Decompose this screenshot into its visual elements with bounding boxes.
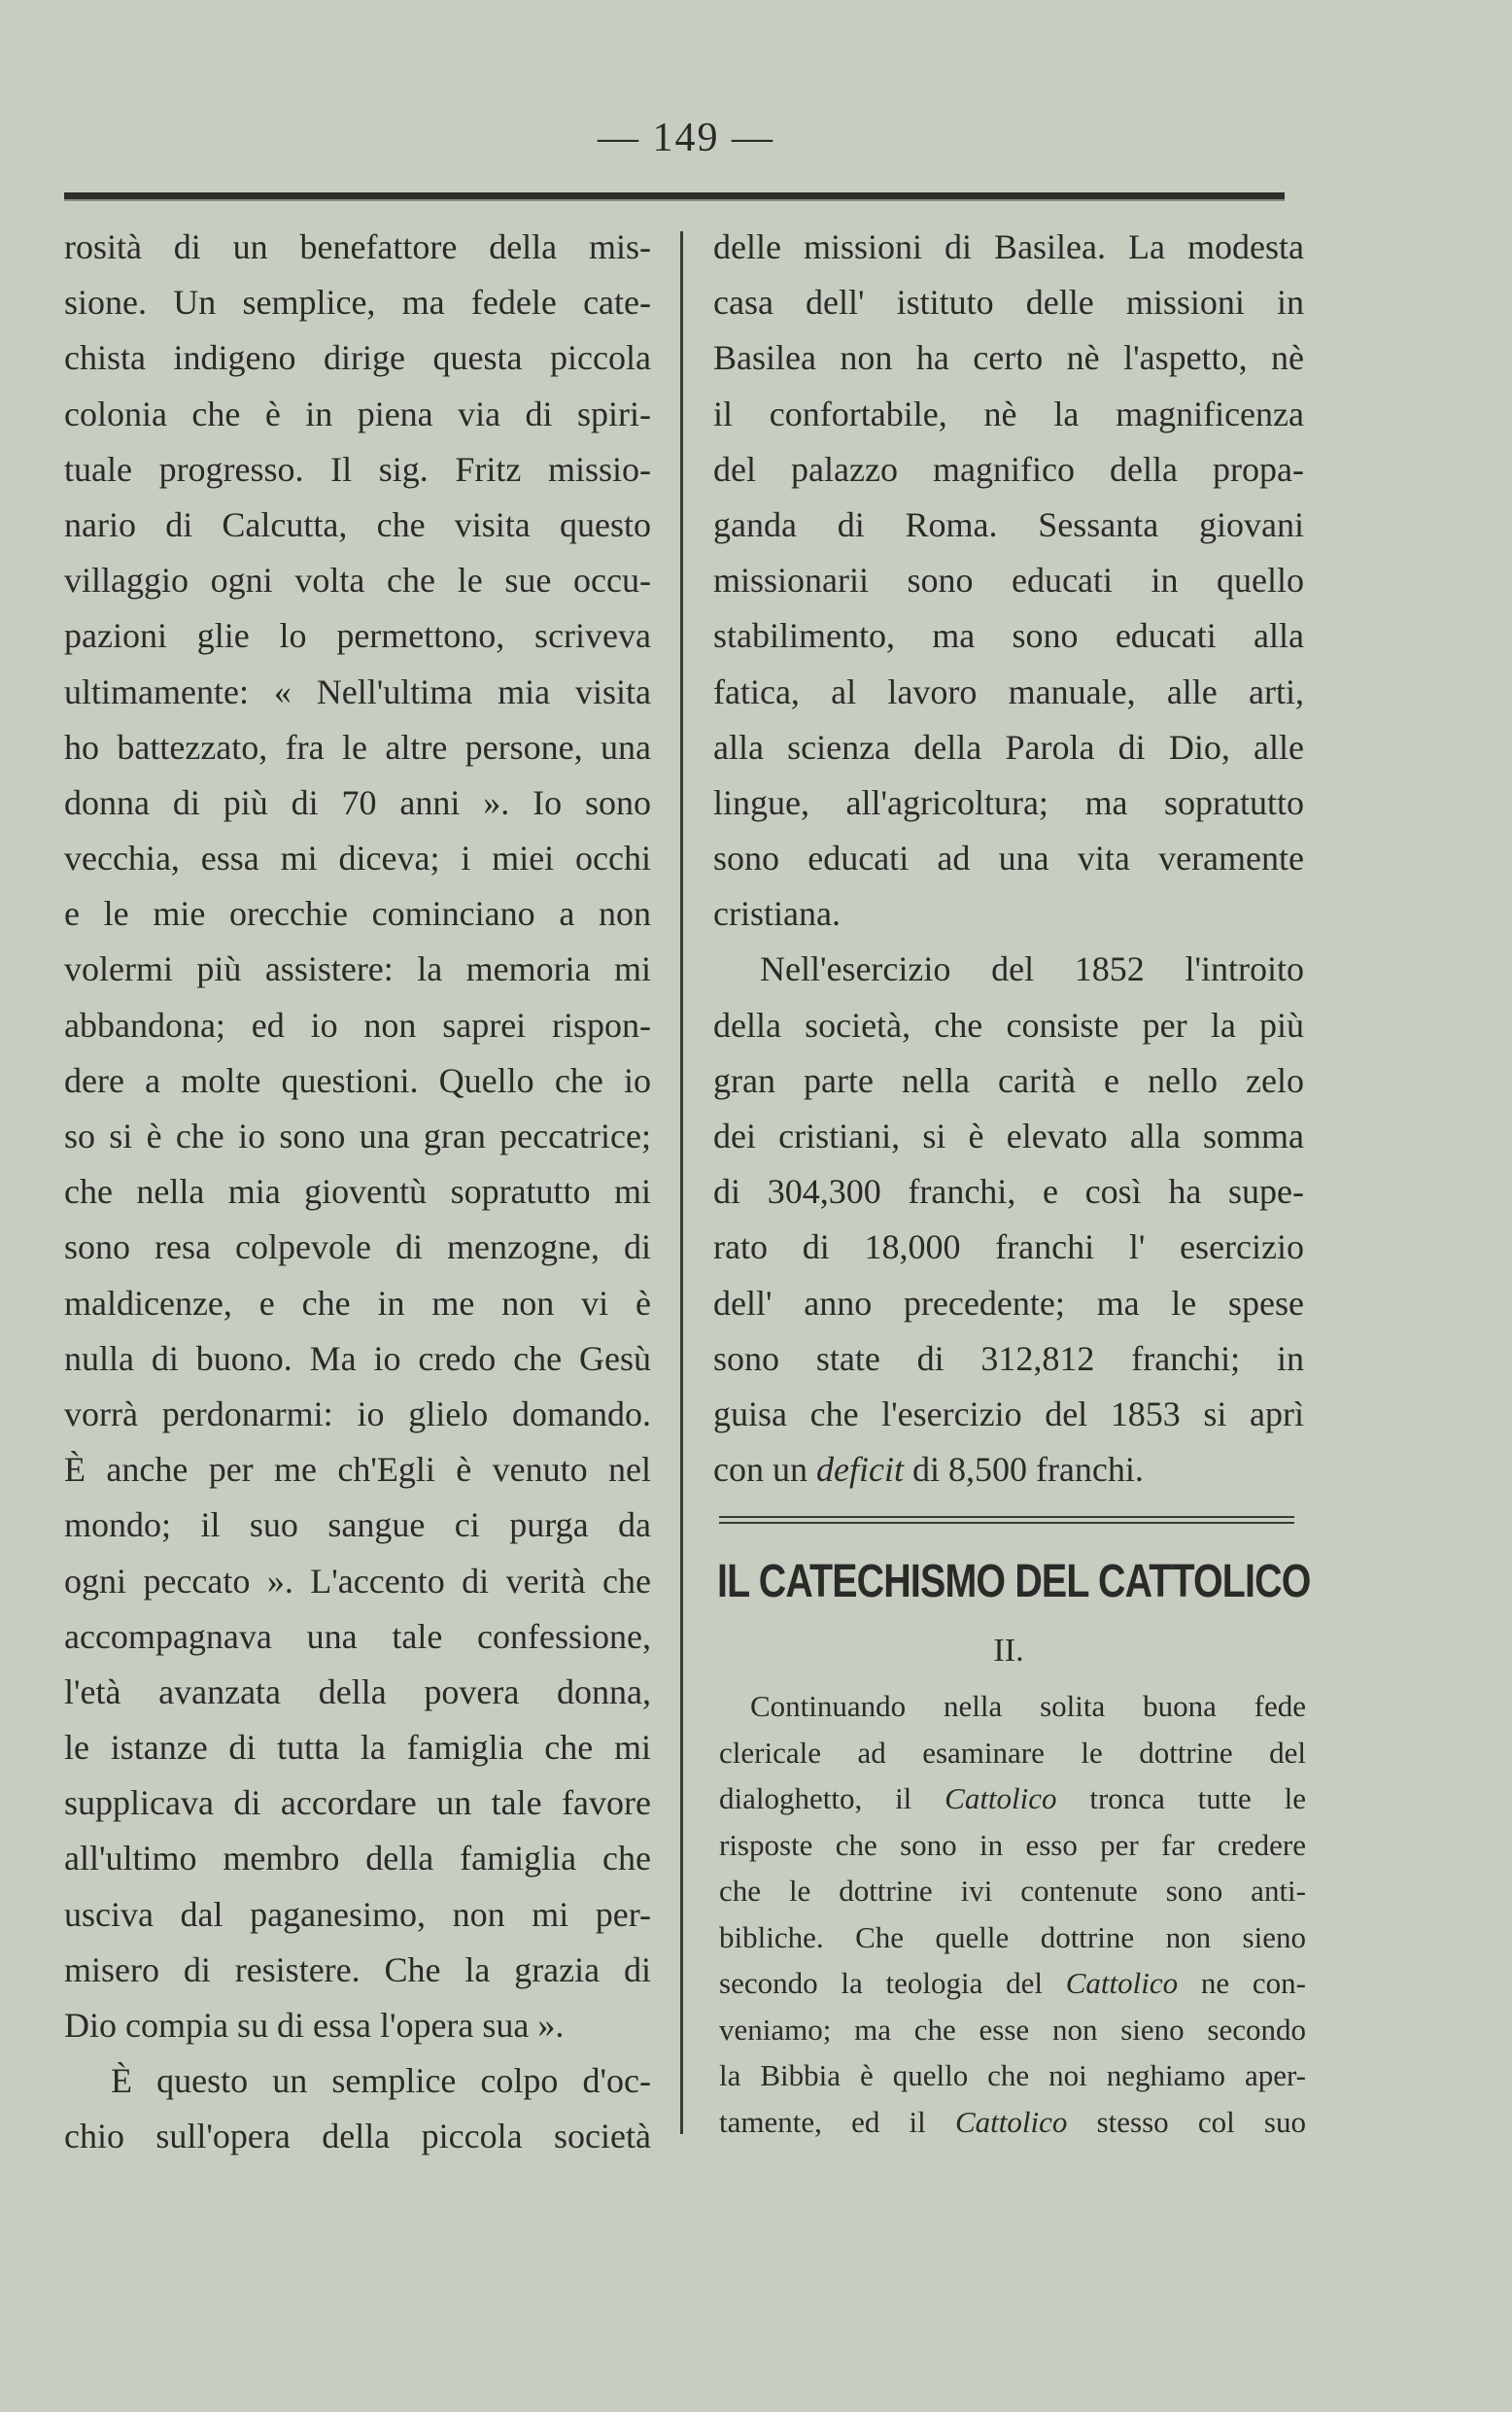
text-line: ho battezzato, fra le altre persone, una <box>64 727 651 767</box>
text-line: chista indigeno dirige questa piccola <box>64 338 651 378</box>
page-number: — 149 — <box>598 116 774 160</box>
text-line: stabilimento, ma sono educati alla <box>713 616 1304 656</box>
text-line: lingue, all'agricoltura; ma sopratutto <box>713 782 1304 822</box>
text-line: supplicava di accordare un tale favore <box>64 1783 651 1823</box>
text-line: abbandona; ed io non saprei rispon- <box>64 1005 651 1045</box>
text-line: È anche per me ch'Egli è venuto nel <box>64 1450 651 1490</box>
text-line: il confortabile, nè la magnificenza <box>713 394 1304 433</box>
text-line: ultimamente: « Nell'ultima mia visita <box>64 672 651 711</box>
text-line: sono state di 312,812 franchi; in <box>713 1338 1304 1378</box>
text-line: casa dell' istituto delle missioni in <box>713 283 1304 323</box>
text-line <box>713 1442 1304 1498</box>
text-line: sono educati ad una vita veramente <box>713 839 1304 879</box>
text-line: Continuando nella solita buona fede <box>750 1689 1306 1723</box>
text-line: dei cristiani, si è elevato alla somma <box>713 1117 1304 1155</box>
text-line: colonia che è in piena via di spiri- <box>64 394 651 433</box>
text-line: della società, che consiste per la più <box>713 1005 1304 1045</box>
text-segment: dialoghetto, il <box>719 1781 945 1815</box>
italic-word: Cattolico <box>954 2104 1068 2139</box>
text-line: accompagnava una tale confessione, <box>64 1616 651 1656</box>
section-number: II. <box>993 1633 1024 1669</box>
italic-word: Cattolico <box>1065 1966 1179 2000</box>
text-line: le istanze di tutta la famiglia che mi <box>64 1728 651 1768</box>
text-line: delle missioni di Basilea. La modesta <box>713 227 1304 266</box>
text-line: all'ultimo membro della famiglia che <box>64 1839 651 1878</box>
text-line: vorrà perdonarmi: io glielo domando. <box>64 1394 651 1433</box>
text-line: rosità di un benefattore della mis- <box>64 227 651 266</box>
text-line: sono resa colpevole di menzogne, di <box>64 1227 651 1267</box>
text-line: guisa che l'esercizio del 1853 si aprì <box>713 1394 1304 1433</box>
text-line: alla scienza della Parola di Dio, alle <box>713 727 1304 767</box>
text-line: di 304,300 franchi, e così ha supe- <box>713 1172 1304 1212</box>
text-segment: secondo la teologia del <box>719 1966 1066 2000</box>
text-segment: ne con- <box>1178 1966 1307 2000</box>
text-line: l'età avanzata della povera donna, <box>64 1671 651 1711</box>
text-line: tuale progresso. Il sig. Fritz missio- <box>64 449 651 489</box>
text-segment: di 8,500 franchi. <box>903 1450 1144 1490</box>
text-line: donna di più di 70 anni ». Io sono <box>64 782 651 822</box>
text-line: misero di resistere. Che la grazia di <box>64 1949 651 1989</box>
text-segment: con un <box>713 1450 816 1490</box>
italic-word: deficit <box>815 1450 904 1490</box>
text-line: volermi più assistere: la memoria mi <box>64 949 651 989</box>
text-line <box>719 1960 1306 2007</box>
text-line: e le mie orecchie cominciano a non <box>64 894 651 934</box>
text-line <box>719 1775 1306 1822</box>
text-line: clericale ad esaminare le dottrine del <box>719 1735 1306 1770</box>
text-line: che le dottrine ivi contenute sono anti- <box>719 1874 1306 1908</box>
text-line: dell' anno precedente; ma le spese <box>713 1283 1304 1323</box>
text-line: la Bibbia è quello che noi neghiamo aper- <box>719 2058 1306 2092</box>
text-line: ogni peccato ». L'accento di verità che <box>64 1561 651 1601</box>
text-line: che nella mia gioventù sopratutto mi <box>64 1172 651 1212</box>
text-line <box>719 2099 1306 2146</box>
text-line: chio sull'opera della piccola società <box>64 2117 651 2156</box>
text-line: villaggio ogni volta che le sue occu- <box>64 561 651 601</box>
text-line: so si è che io sono una gran peccatrice; <box>64 1117 651 1155</box>
text-line: maldicenze, e che in me non vi è <box>64 1283 651 1323</box>
text-segment: tronca tutte le <box>1056 1781 1306 1815</box>
text-line: pazioni glie lo permettono, scriveva <box>64 616 651 656</box>
header-rule <box>64 192 1285 201</box>
text-line: usciva dal paganesimo, non mi per- <box>64 1894 651 1934</box>
text-line: bibliche. Che quelle dottrine non sieno <box>719 1919 1306 1954</box>
text-line: nulla di buono. Ma io credo che Gesù <box>64 1338 651 1378</box>
text-line: del palazzo magnifico della propa- <box>713 449 1304 489</box>
text-line: mondo; il suo sangue ci purga da <box>64 1505 651 1545</box>
text-line: veniamo; ma che esse non sieno secondo <box>719 2012 1306 2047</box>
text-segment: tamente, ed il <box>719 2104 955 2139</box>
text-line: gran parte nella carità e nello zelo <box>713 1060 1304 1100</box>
text-line: fatica, al lavoro manuale, alle arti, <box>713 672 1304 711</box>
left-column <box>64 220 651 2165</box>
text-line: Basilea non ha certo nè l'aspetto, nè <box>713 338 1304 378</box>
right-column <box>713 220 1304 1498</box>
text-line: Nell'esercizio del 1852 l'introito <box>760 949 1304 989</box>
text-line: ganda di Roma. Sessanta giovani <box>713 504 1304 544</box>
text-line: cristiana. <box>713 894 841 934</box>
text-line: dere a molte questioni. Quello che io <box>64 1060 651 1100</box>
column-divider <box>680 231 683 2134</box>
section-body <box>719 1683 1306 2145</box>
text-line: rato di 18,000 franchi l' esercizio <box>713 1227 1304 1267</box>
text-line: sione. Un semplice, ma fedele cate- <box>64 283 651 323</box>
text-line: È questo un semplice colpo d'oc- <box>111 2061 651 2101</box>
text-segment: stesso col suo <box>1067 2104 1307 2139</box>
text-line: Dio compia su di essa l'opera sua ». <box>64 2006 565 2045</box>
italic-word: Cattolico <box>945 1781 1057 1815</box>
section-title: IL CATECHISMO DEL CATTOLICO <box>717 1556 1311 1607</box>
text-line: missionarii sono educati in quello <box>713 561 1304 601</box>
text-line: nario di Calcutta, che visita questo <box>64 504 651 544</box>
section-rule <box>719 1516 1294 1524</box>
text-line: risposte che sono in esso per far credere <box>719 1827 1306 1862</box>
text-line: vecchia, essa mi diceva; i miei occhi <box>64 839 651 879</box>
